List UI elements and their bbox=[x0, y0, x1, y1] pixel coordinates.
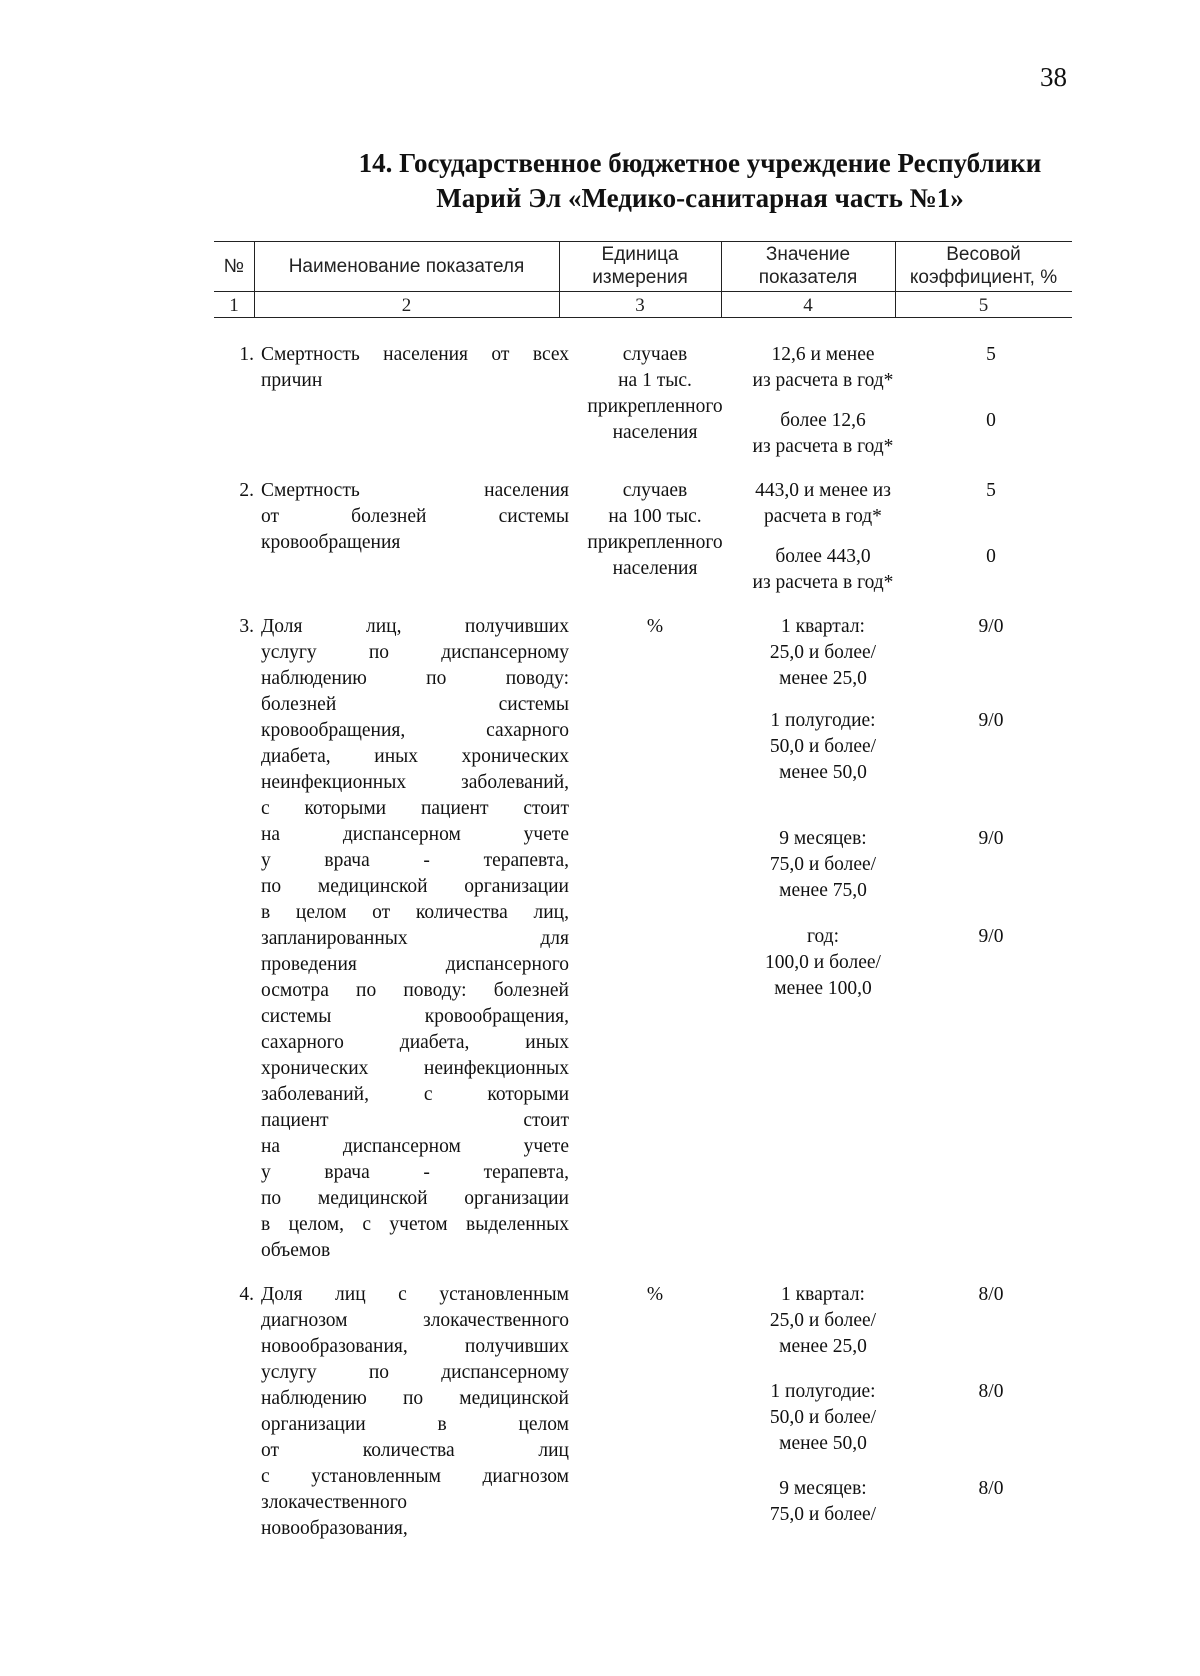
name-line: Смертность населения bbox=[261, 480, 569, 501]
row-number: 1. bbox=[239, 344, 254, 365]
weight-coefficient: 9/0 bbox=[978, 710, 1004, 731]
value-line: 1 квартал: bbox=[781, 1284, 865, 1305]
name-line: новообразования, получивших bbox=[261, 1336, 569, 1357]
header-col-number: № bbox=[223, 256, 245, 277]
name-line: от количества лиц bbox=[261, 1440, 569, 1461]
value-line: менее 75,0 bbox=[779, 880, 867, 901]
value-line: менее 100,0 bbox=[774, 978, 872, 999]
indicator-value bbox=[738, 1379, 908, 1457]
column-number-2: 2 bbox=[401, 295, 412, 316]
page-number: 38 bbox=[1040, 62, 1067, 92]
header-bottom-rule bbox=[214, 317, 1072, 318]
value-line: 50,0 и более/ bbox=[769, 736, 877, 757]
header-col-value-line: Значение bbox=[765, 244, 851, 265]
unit-of-measure bbox=[575, 342, 735, 446]
header-col-unit-line: измерения bbox=[592, 267, 688, 288]
value-line: менее 50,0 bbox=[779, 762, 867, 783]
indicator-value bbox=[738, 408, 908, 460]
name-line: сахарного диабета, иных bbox=[261, 1032, 569, 1053]
weight-coefficient: 9/0 bbox=[978, 616, 1004, 637]
column-number-3: 3 bbox=[635, 295, 645, 316]
unit-line: на 100 тыс. bbox=[608, 506, 702, 527]
value-line: 100,0 и более/ bbox=[765, 952, 881, 973]
indicator-name bbox=[261, 1282, 569, 1542]
unit-line: на 1 тыс. bbox=[618, 370, 692, 391]
indicator-value bbox=[738, 342, 908, 394]
indicator-name bbox=[261, 614, 569, 1264]
name-line: с которыми пациент стоит bbox=[261, 798, 569, 819]
weight-coefficient: 5 bbox=[986, 480, 996, 501]
unit-line: населения bbox=[612, 422, 698, 443]
header-col-unit bbox=[559, 243, 721, 289]
indicator-value bbox=[738, 1282, 908, 1360]
unit-of-measure: % bbox=[646, 1284, 664, 1305]
value-line: 75,0 и более/ bbox=[769, 854, 877, 875]
header-col-value bbox=[721, 243, 895, 289]
name-line: проведения диспансерного bbox=[261, 954, 569, 975]
unit-of-measure: % bbox=[646, 616, 664, 637]
header-col-unit-line: Единица bbox=[601, 244, 679, 265]
unit-line: прикрепленного bbox=[587, 396, 723, 417]
header-col-weight bbox=[895, 243, 1072, 289]
name-line: Доля лиц с установленным bbox=[261, 1284, 569, 1305]
row-number: 4. bbox=[239, 1284, 254, 1305]
name-line: новообразования, bbox=[261, 1518, 408, 1539]
value-line: 1 полугодие: bbox=[770, 1381, 876, 1402]
name-line: болезней системы bbox=[261, 694, 569, 715]
name-line: с установленным диагнозом bbox=[261, 1466, 569, 1487]
weight-coefficient: 9/0 bbox=[978, 926, 1004, 947]
indicator-value bbox=[738, 826, 908, 904]
value-line: 12,6 и менее bbox=[771, 344, 875, 365]
name-line: диагнозом злокачественного bbox=[261, 1310, 569, 1331]
name-line: в целом, с учетом выделенных bbox=[261, 1214, 569, 1235]
weight-coefficient: 8/0 bbox=[978, 1381, 1004, 1402]
name-line: злокачественного bbox=[261, 1492, 407, 1513]
name-line: причин bbox=[261, 370, 323, 391]
column-number-1: 1 bbox=[229, 295, 239, 316]
name-line: наблюдению по поводу: bbox=[261, 668, 569, 689]
value-line: 75,0 и более/ bbox=[769, 1504, 877, 1525]
name-line: системы кровообращения, bbox=[261, 1006, 569, 1027]
name-line: Смертность населения от всех bbox=[261, 344, 569, 365]
name-line: запланированных для bbox=[261, 928, 569, 949]
name-line: кровообращения, сахарного bbox=[261, 720, 569, 741]
indicator-value bbox=[738, 614, 908, 692]
value-line: 25,0 и более/ bbox=[769, 1310, 877, 1331]
weight-coefficient: 0 bbox=[986, 410, 996, 431]
value-line: из расчета в год* bbox=[752, 572, 894, 593]
value-line: 25,0 и более/ bbox=[769, 642, 877, 663]
value-line: 443,0 и менее из bbox=[755, 480, 891, 501]
column-number-5: 5 bbox=[978, 295, 989, 316]
name-line: по медицинской организации bbox=[261, 876, 569, 897]
name-line: от болезней системы bbox=[261, 506, 569, 527]
name-line: осмотра по поводу: болезней bbox=[261, 980, 569, 1001]
table-header bbox=[214, 241, 1072, 319]
unit-of-measure bbox=[575, 478, 735, 582]
document-title bbox=[260, 146, 1140, 216]
weight-coefficient: 8/0 bbox=[978, 1284, 1004, 1305]
weight-coefficient: 5 bbox=[986, 344, 996, 365]
weight-coefficient: 8/0 bbox=[978, 1478, 1004, 1499]
weight-coefficient: 0 bbox=[986, 546, 996, 567]
value-line: расчета в год* bbox=[764, 506, 882, 527]
name-line: наблюдению по медицинской bbox=[261, 1388, 569, 1409]
indicator-value bbox=[738, 924, 908, 1002]
weight-coefficient: 9/0 bbox=[978, 828, 1004, 849]
unit-line: случаев bbox=[622, 480, 688, 501]
header-col-name: Наименование показателя bbox=[288, 256, 525, 277]
value-line: менее 25,0 bbox=[779, 1336, 867, 1357]
title-line-2: Марий Эл «Медико-санитарная часть №1» bbox=[436, 183, 964, 213]
value-line: менее 25,0 bbox=[779, 668, 867, 689]
row-number: 3. bbox=[239, 616, 254, 637]
name-line: заболеваний, с которыми bbox=[261, 1084, 569, 1105]
value-line: год: bbox=[806, 926, 840, 947]
value-line: 9 месяцев: bbox=[779, 828, 867, 849]
value-line: из расчета в год* bbox=[752, 370, 894, 391]
column-number-4: 4 bbox=[803, 295, 813, 316]
row-number: 2. bbox=[239, 480, 254, 501]
header-col-weight-line: Весовой bbox=[946, 244, 1021, 265]
header-col-weight-line: коэффициент, % bbox=[909, 267, 1058, 288]
unit-line: случаев bbox=[622, 344, 688, 365]
indicator-value bbox=[738, 1476, 908, 1528]
indicator-value bbox=[738, 544, 908, 596]
indicator-value bbox=[738, 478, 908, 530]
name-line: пациент стоит bbox=[261, 1110, 569, 1131]
name-line: на диспансерном учете bbox=[261, 824, 569, 845]
name-line: хронических неинфекционных bbox=[261, 1058, 569, 1079]
header-top-rule bbox=[214, 241, 1072, 242]
value-line: 9 месяцев: bbox=[779, 1478, 867, 1499]
name-line: услугу по диспансерному bbox=[261, 642, 569, 663]
name-line: Доля лиц, получивших bbox=[261, 616, 569, 637]
value-line: 1 квартал: bbox=[781, 616, 865, 637]
header-col-value-line: показателя bbox=[758, 267, 858, 288]
name-line: у врача - терапевта, bbox=[261, 1162, 569, 1183]
value-line: 50,0 и более/ bbox=[769, 1407, 877, 1428]
header-mid-rule bbox=[214, 291, 1072, 292]
indicator-name bbox=[261, 342, 569, 394]
name-line: объемов bbox=[261, 1240, 331, 1261]
name-line: услугу по диспансерному bbox=[261, 1362, 569, 1383]
name-line: неинфекционных заболеваний, bbox=[261, 772, 569, 793]
indicator-value bbox=[738, 708, 908, 786]
value-line: 1 полугодие: bbox=[770, 710, 876, 731]
name-line: у врача - терапевта, bbox=[261, 850, 569, 871]
unit-line: населения bbox=[612, 558, 698, 579]
name-line: организации в целом bbox=[261, 1414, 569, 1435]
name-line: по медицинской организации bbox=[261, 1188, 569, 1209]
value-line: менее 50,0 bbox=[779, 1433, 867, 1454]
indicator-name bbox=[261, 478, 569, 556]
title-line-1: 14. Государственное бюджетное учреждение Республики bbox=[358, 148, 1042, 178]
unit-line: прикрепленного bbox=[587, 532, 723, 553]
name-line: кровообращения bbox=[261, 532, 401, 553]
value-line: более 12,6 bbox=[780, 410, 866, 431]
name-line: в целом от количества лиц, bbox=[261, 902, 569, 923]
name-line: на диспансерном учете bbox=[261, 1136, 569, 1157]
value-line: из расчета в год* bbox=[752, 436, 894, 457]
value-line: более 443,0 bbox=[775, 546, 871, 567]
name-line: диабета, иных хронических bbox=[261, 746, 569, 767]
